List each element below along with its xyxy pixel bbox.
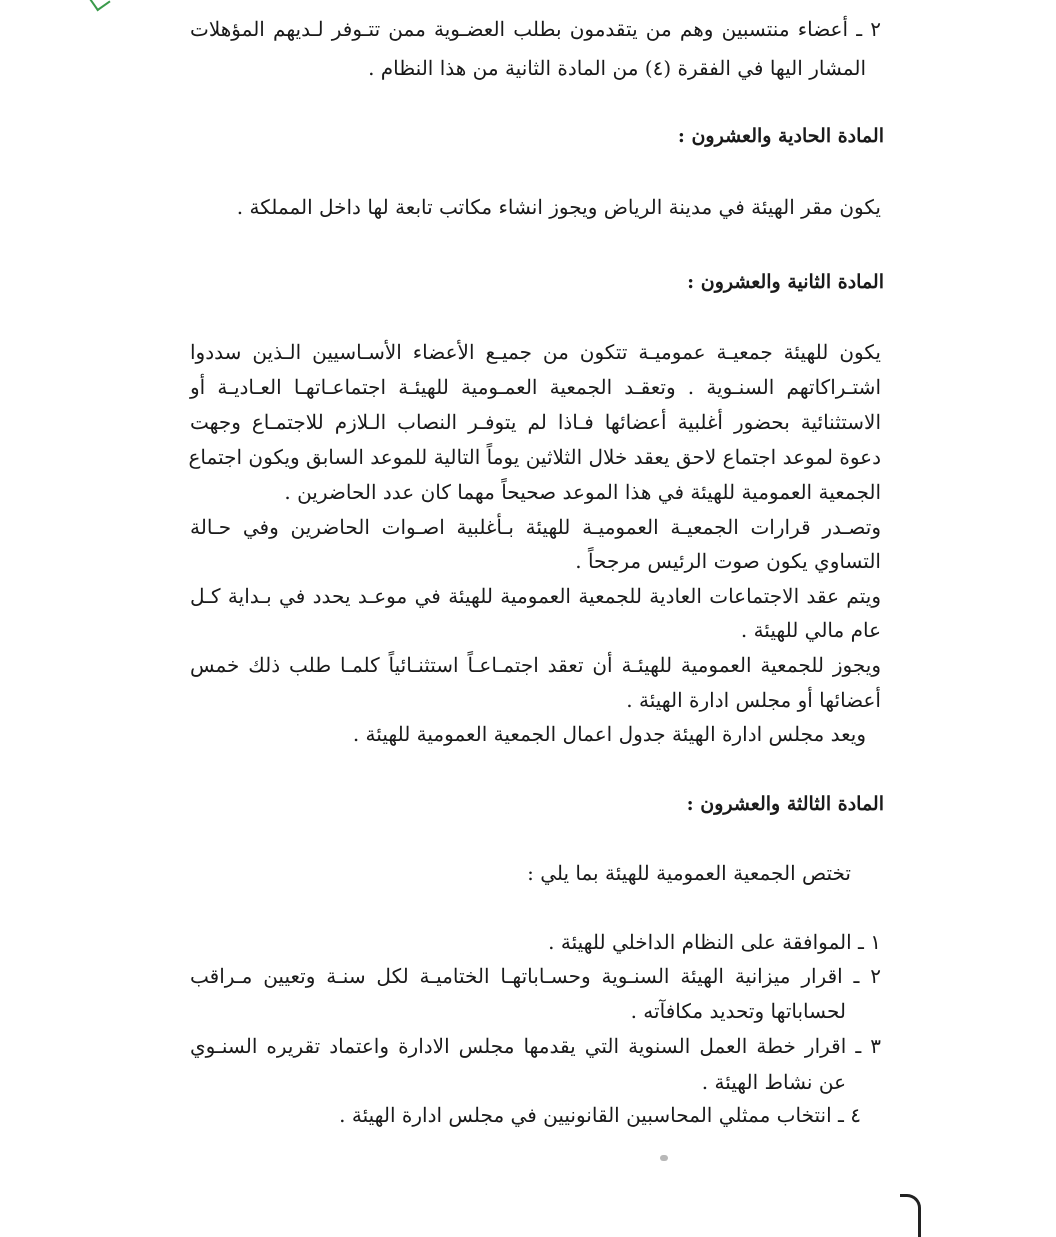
page-corner-bracket-icon	[900, 1194, 921, 1237]
article-22-heading: المادة الثانية والعشرون :	[687, 271, 884, 293]
article-22-line: اشتـراكاتهم السنـوية . وتعقـد الجمعية العمـومية للهيئـة اجتماعـاتهـا العـاديـة أو	[190, 375, 881, 399]
article-23-item: لحساباتها وتحديد مكافآته .	[630, 999, 846, 1023]
item-2-line-2: المشار اليها في الفقرة (٤) من المادة الثانية من هذا النظام .	[368, 56, 866, 80]
article-22-line: وتصـدر قرارات الجمعيـة العموميـة للهيئة بـأغلبية اصـوات الحاضرين وفي حـالة	[190, 515, 881, 539]
article-22-line: أعضائها أو مجلس ادارة الهيئة .	[626, 688, 881, 712]
article-23-item: ٢ ـ اقرار ميزانية الهيئة السنـوية وحسـاباتهـا الختاميـة لكل سنـة وتعيين مـراقب	[190, 964, 881, 988]
article-23-item: ٣ ـ اقرار خطة العمل السنوية التي يقدمها مجلس الادارة واعتماد تقريره السنـوي	[190, 1034, 881, 1058]
article-22-line: عام مالي للهيئة .	[740, 618, 881, 642]
article-22-line: ويجوز للجمعية العمومية للهيئـة أن تعقد اجتمـاعـاً استثنـائياً كلمـا طلب ذلك خمس	[190, 653, 881, 677]
article-23-heading: المادة الثالثة والعشرون :	[686, 793, 884, 815]
article-22-line: دعوة لموعد اجتماع لاحق يعقد خلال الثلاثين يوماً التالية للموعد السابق ويكون اجتماع	[188, 445, 881, 469]
article-22-line: يكون للهيئة جمعيـة عموميـة تتكون من جميـع الأعضاء الأسـاسيين الـذين سددوا	[190, 340, 881, 364]
article-22-line: الجمعية العمومية للهيئة في هذا الموعد صحيحاً مهما كان عدد الحاضرين .	[284, 480, 881, 504]
article-21-text: يكون مقر الهيئة في مدينة الرياض ويجوز انشاء مكاتب تابعة لها داخل المملكة .	[236, 195, 881, 219]
article-23-item: عن نشاط الهيئة .	[701, 1070, 846, 1094]
green-check-mark-icon	[89, 0, 110, 11]
article-23-item: ٤ ـ انتخاب ممثلي المحاسبين القانونيين في مجلس ادارة الهيئة .	[339, 1103, 861, 1127]
article-23-intro: تختص الجمعية العمومية للهيئة بما يلي :	[527, 861, 851, 885]
item-2-line-1: ٢ ـ أعضاء منتسبين وهم من يتقدمون بطلب العضـوية ممن تتـوفر لـديهم المؤهلات	[190, 17, 881, 41]
article-21-heading: المادة الحادية والعشرون :	[677, 125, 884, 147]
article-22-line: الاستثنائية بحضور أغلبية أعضائها فـاذا لم يتوفـر النصاب الـلازم للاجتمـاع وجهت	[190, 410, 881, 434]
article-23-item: ١ ـ الموافقة على النظام الداخلي للهيئة .	[548, 930, 881, 954]
scan-smudge	[660, 1155, 668, 1161]
article-22-line: ويتم عقد الاجتماعات العادية للجمعية العمومية للهيئة في موعـد يحدد في بـداية كـل	[190, 584, 881, 608]
article-22-line: ويعد مجلس ادارة الهيئة جدول اعمال الجمعية العمومية للهيئة .	[352, 722, 866, 746]
article-22-line: التساوي يكون صوت الرئيس مرجحاً .	[575, 549, 881, 573]
